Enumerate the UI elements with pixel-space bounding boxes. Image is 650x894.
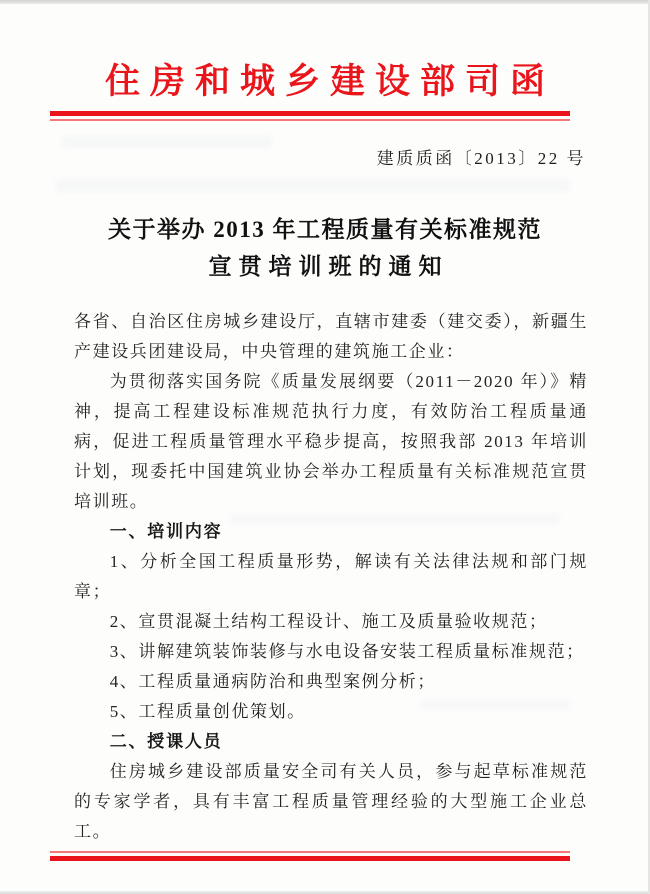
letterhead-divider bbox=[50, 111, 570, 121]
notice-title bbox=[0, 211, 650, 285]
divider-thin-line bbox=[50, 851, 570, 853]
salutation-paragraph: 各省、自治区住房城乡建设厅，直辖市建委（建交委），新疆生产建设兵团建设局，中央管理的建筑施工企业： bbox=[74, 312, 588, 361]
scan-edge-top bbox=[0, 0, 650, 4]
divider-thick-line bbox=[50, 111, 570, 116]
training-item-3: 3、讲解建筑装饰装修与水电设备安装工程质量标准规范； bbox=[109, 642, 585, 661]
notice-title-line2: 宣贯培训班的通知 bbox=[208, 254, 449, 279]
lecturers-paragraph: 住房城乡建设部质量安全司有关人员，参与起草标准规范的专家学者，具有丰富工程质量管理经验的大型施工企业总工。 bbox=[74, 762, 588, 841]
document-number: 建质质函〔2013〕22 号 bbox=[376, 149, 586, 168]
notice-body bbox=[74, 307, 588, 847]
section-heading-training-content: 一、培训内容 bbox=[109, 522, 223, 541]
training-item-5: 5、工程质量创优策划。 bbox=[109, 702, 306, 721]
footer-divider bbox=[50, 851, 570, 861]
training-item-4: 4、工程质量通病防治和典型案例分析； bbox=[109, 672, 436, 691]
bleedthrough-artifact bbox=[55, 179, 570, 192]
divider-thick-line bbox=[50, 856, 570, 861]
notice-title-line1: 关于举办 2013 年工程质量有关标准规范 bbox=[108, 217, 542, 242]
training-item-2: 2、宣贯混凝土结构工程设计、施工及质量验收规范； bbox=[109, 612, 548, 631]
training-item-1: 1、分析全国工程质量形势，解读有关法律法规和部门规章； bbox=[74, 552, 588, 601]
intro-paragraph: 为贯彻落实国务院《质量发展纲要（2011－2020 年）》精神，提高工程建设标准规范执行力度，有效防治工程质量通病，促进工程质量管理水平稳步提高，按照我部 2013 年培训计划，现委托中国建筑业协会举办工程质量有关标准规范宣贯培训班。 bbox=[74, 372, 588, 511]
section-heading-lecturers: 二、授课人员 bbox=[109, 732, 223, 751]
divider-thin-line bbox=[50, 119, 570, 121]
letterhead-title: 住房和城乡建设部司函 bbox=[104, 62, 555, 101]
